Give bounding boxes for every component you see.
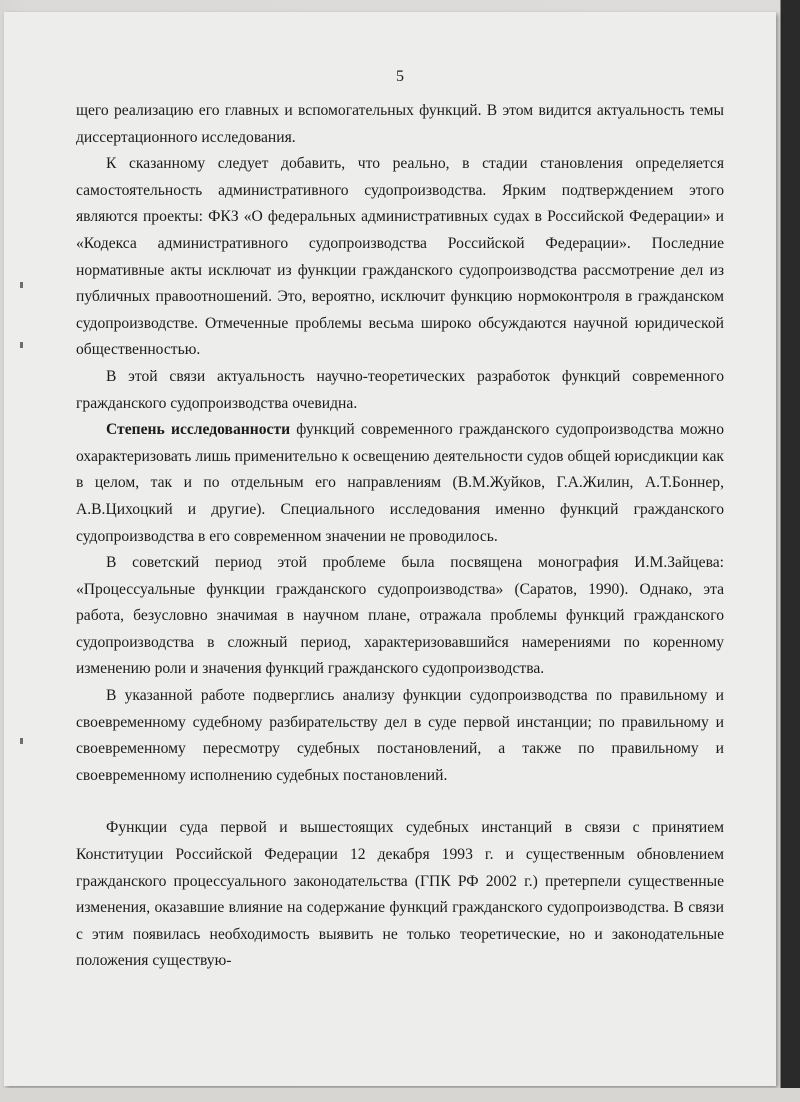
binding-hole-mark — [20, 342, 23, 348]
page-number: 5 — [396, 68, 404, 85]
binding-hole-mark — [20, 282, 23, 288]
scan-bottom-edge — [0, 1088, 800, 1102]
body-text — [76, 98, 724, 975]
paragraph: В советский период этой проблеме была посвящена монография И.М.Зайцева: «Процессуальные функции гражданского судопроизводства» (Саратов, 1990). Однако, эта работа, безусловно значимая в научном плане, отражала проблемы функций гражданского судопроизводства в сложный период, характеризовавшийся намерениями по коренному изменению роли и значения функций гражданского судопроизводства. — [76, 554, 724, 678]
paragraph — [76, 417, 724, 550]
paragraph: щего реализацию его главных и вспомогательных функций. В этом видится актуальность темы диссертационного исследования. — [76, 102, 724, 146]
paragraph-text: функций современного гражданского судопроизводства можно охарактеризовать лишь применительно к освещению деятельности судов общей юрисдикции как в целом, так и по отдельным его направлениям (В.М.Жуйков, Г.А.Жилин, А.Т.Боннер, А.В.Цихоцкий и другие). Специального исследования именно функций гражданского судопроизводства в его современном значении не проводилось. — [76, 421, 725, 545]
paragraph: В указанной работе подверглись анализу функции судопроизводства по правильному и своевременному судебному разбирательству дел в суде первой инстанции; по правильному и своевременному пересмотру судебных постановлений, а также по правильному и своевременному исполнению судебных постановлений. — [76, 687, 724, 784]
paragraph: В этой связи актуальность научно-теоретических разработок функций современного гражданского судопроизводства очевидна. — [76, 367, 724, 412]
paragraph: Функции суда первой и вышестоящих судебных инстанций в связи с принятием Конституции Российской Федерации 12 декабря 1993 г. и существенным обновлением гражданского процессуального законодательства (ГПК РФ 2002 г.) претерпели существенные изменения, оказавшие влияние на содержание функций гражданского судопроизводства. В связи с этим появилась необходимость выявить не только теоретические, но и законодательные положения существую- — [76, 819, 724, 970]
bold-term: Степень исследованности — [106, 421, 291, 439]
paragraph: К сказанному следует добавить, что реально, в стадии становления определяется самостоятельность административного судопроизводства. Ярким подтверждением этого являются проекты: ФКЗ «О федеральных административных судах в Российской Федерации» и «Кодекса административного судопроизводства Российской Федерации». Последние нормативные акты исключат из функции гражданского судопроизводства рассмотрение дел из публичных правоотношений. Это, вероятно, исключит функцию нормоконтроля в гражданском судопроизводстве. Отмеченные проблемы весьма широко обсуждаются научной юридической общественностью. — [76, 155, 724, 359]
binding-hole-mark — [20, 738, 23, 744]
